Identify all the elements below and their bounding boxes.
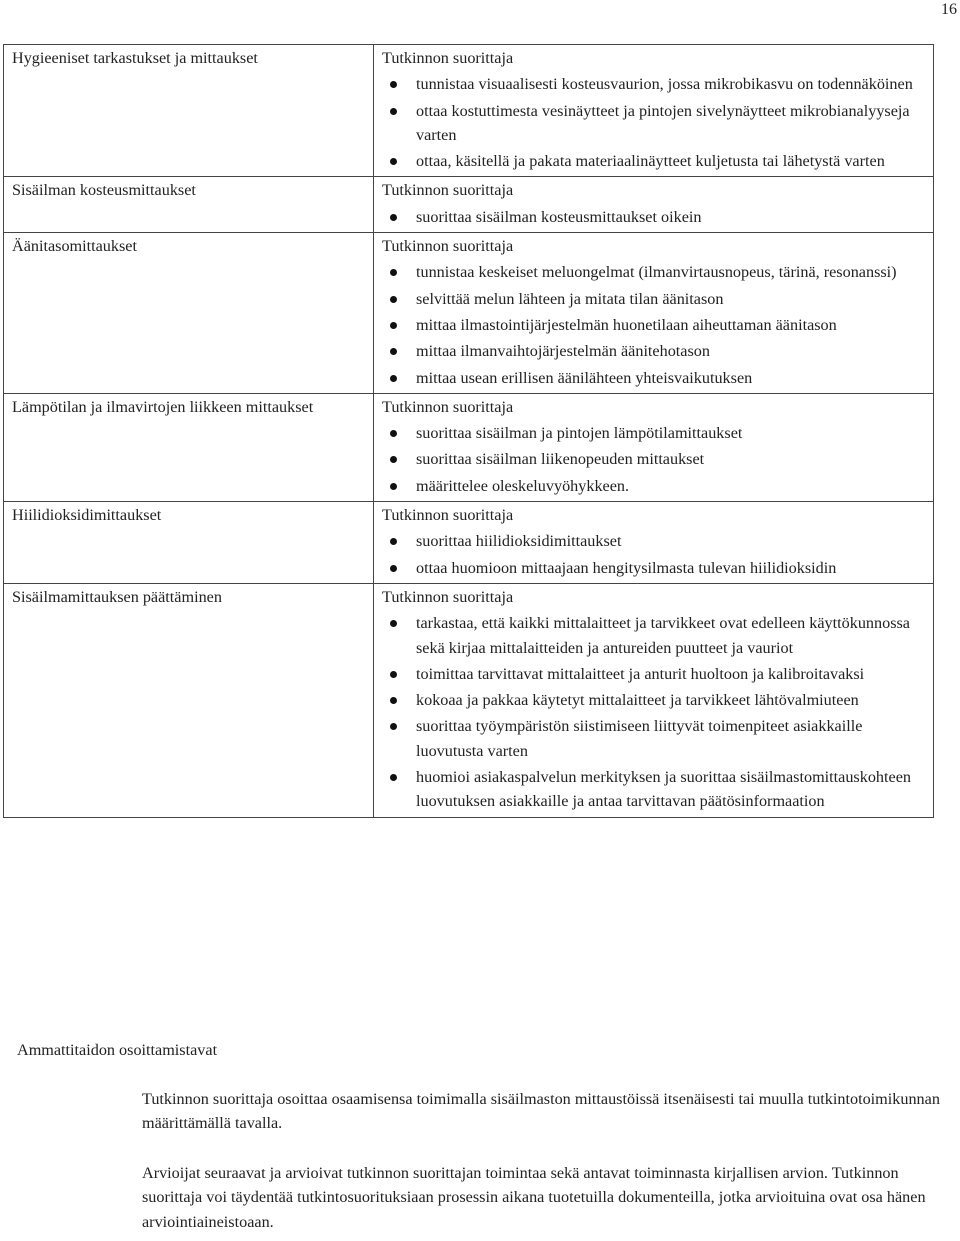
topic-cell: [4, 502, 374, 584]
paragraph: Arvioijat seuraavat ja arvioivat tutkinnon suorittajan toimintaa sekä antavat toiminnasta kirjallisen arvion. Tutkinnon suorittaja voi täydentää tutkintosuorituksiaan prosessin aikana tuotetuilla dokumenteilla, jotka arvioituina ovat osa hänen arviointiaineistoaan.: [142, 1164, 926, 1231]
topic-label: Lämpötilan ja ilmavirtojen liikkeen mittaukset: [12, 397, 314, 416]
bullet-list: [382, 205, 925, 229]
bullet-list: [382, 421, 925, 498]
bullet-list: [382, 611, 925, 813]
paragraph: Tutkinnon suorittaja osoittaa osaamisensa toimimalla sisäilmaston mittaustöissä itsenäisesti tai muulla tutkintotoimikunnan määrittämällä tavalla.: [142, 1090, 940, 1133]
assessment-table: [3, 44, 934, 818]
list-item: mittaa ilmastointijärjestelmän huonetilaan aiheuttaman äänitason: [382, 313, 925, 337]
table-row: [4, 393, 934, 501]
list-item: tarkastaa, että kaikki mittalaitteet ja tarvikkeet ovat edelleen käyttökunnossa sekä kirjaa mittalaitteiden ja antureiden puutteet ja vauriot: [382, 611, 925, 660]
list-item: suorittaa sisäilman liikenopeuden mittaukset: [382, 447, 925, 471]
criteria-heading: Tutkinnon suorittaja: [382, 181, 514, 200]
list-item: mittaa ilmanvaihtojärjestelmän äänitehotason: [382, 339, 925, 363]
topic-label: Hiilidioksidimittaukset: [12, 506, 162, 525]
list-item: tunnistaa keskeiset meluongelmat (ilmanvirtausnopeus, tärinä, resonanssi): [382, 260, 925, 284]
list-item: ottaa huomioon mittaajaan hengitysilmasta tulevan hiilidioksidin: [382, 556, 925, 580]
criteria-heading: Tutkinnon suorittaja: [382, 397, 514, 416]
criteria-heading: Tutkinnon suorittaja: [382, 49, 514, 67]
topic-cell: [4, 583, 374, 817]
list-item: huomioi asiakaspalvelun merkityksen ja suorittaa sisäilmastomittauskohteen luovutuksen asiakkaille ja antaa tarvittavan päätösinformaation: [382, 765, 925, 814]
table-row: [4, 502, 934, 584]
topic-label: Äänitasomittaukset: [12, 237, 137, 256]
criteria-heading: Tutkinnon suorittaja: [382, 587, 514, 606]
section-heading: Ammattitaidon osoittamistavat: [17, 1041, 218, 1059]
criteria-cell: [374, 177, 934, 233]
criteria-cell: [374, 45, 934, 177]
table-row: [4, 583, 934, 817]
bullet-list: [382, 260, 925, 389]
list-item: suorittaa työympäristön siistimiseen liittyvät toimenpiteet asiakkaille luovutusta varten: [382, 714, 925, 763]
criteria-heading: Tutkinnon suorittaja: [382, 237, 514, 256]
page-number: 16: [941, 1, 957, 18]
table-row: [4, 45, 934, 177]
list-item: kokoaa ja pakkaa käytetyt mittalaitteet ja tarvikkeet lähtövalmiuteen: [382, 688, 925, 712]
topic-label: Sisäilmamittauksen päättäminen: [12, 587, 222, 606]
list-item: ottaa, käsitellä ja pakata materiaalinäytteet kuljetusta tai lähetystä varten: [382, 149, 925, 173]
table-row: [4, 233, 934, 394]
criteria-cell: [374, 583, 934, 817]
list-item: mittaa usean erillisen äänilähteen yhteisvaikutuksen: [382, 366, 925, 390]
list-item: määrittelee oleskeluvyöhykkeen.: [382, 474, 925, 498]
list-item: suorittaa sisäilman ja pintojen lämpötilamittaukset: [382, 421, 925, 445]
list-item: suorittaa hiilidioksidimittaukset: [382, 529, 925, 553]
criteria-cell: [374, 233, 934, 394]
criteria-heading: Tutkinnon suorittaja: [382, 506, 514, 525]
list-item: toimittaa tarvittavat mittalaitteet ja anturit huoltoon ja kalibroitavaksi: [382, 662, 925, 686]
criteria-cell: [374, 502, 934, 584]
topic-cell: [4, 393, 374, 501]
topic-cell: [4, 233, 374, 394]
list-item: tunnistaa visuaalisesti kosteusvaurion, jossa mikrobikasvu on todennäköinen: [382, 72, 925, 96]
topic-cell: [4, 45, 374, 177]
topic-cell: [4, 177, 374, 233]
list-item: suorittaa sisäilman kosteusmittaukset oikein: [382, 205, 925, 229]
topic-label: Sisäilman kosteusmittaukset: [12, 181, 196, 200]
table-row: [4, 177, 934, 233]
topic-label: Hygieeniset tarkastukset ja mittaukset: [12, 49, 258, 67]
bullet-list: [382, 529, 925, 580]
criteria-cell: [374, 393, 934, 501]
list-item: selvittää melun lähteen ja mitata tilan äänitason: [382, 287, 925, 311]
list-item: ottaa kostuttimesta vesinäytteet ja pintojen sivelynäytteet mikrobianalyyseja varten: [382, 99, 925, 148]
bullet-list: [382, 72, 925, 173]
